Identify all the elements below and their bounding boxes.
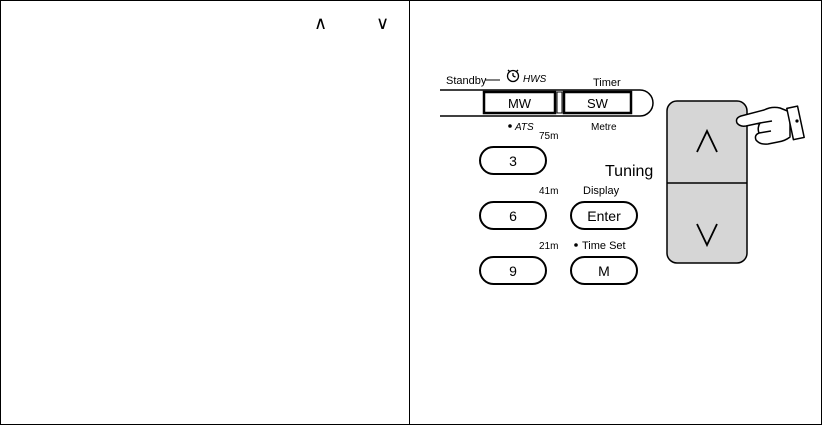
m-button[interactable] — [571, 257, 637, 284]
standby-label: Standby — [446, 75, 487, 87]
time-set-label: Time Set — [582, 240, 626, 252]
m-label: M — [598, 263, 610, 279]
sw-label: SW — [587, 96, 608, 111]
key-6-button[interactable] — [480, 202, 546, 229]
sw-button[interactable] — [564, 92, 631, 113]
alarm-clock-icon — [508, 70, 519, 82]
label-21m: 21m — [539, 241, 559, 252]
key-9-button[interactable] — [480, 257, 546, 284]
key-3-button[interactable] — [480, 147, 546, 174]
display-label: Display — [583, 185, 620, 197]
label-75m: 75m — [539, 131, 559, 142]
tuning-up-button[interactable] — [668, 102, 746, 182]
time-set-dot — [574, 243, 578, 247]
tuning-down-button[interactable] — [668, 184, 746, 262]
metre-label: Metre — [591, 122, 617, 133]
ats-label: ATS — [515, 122, 534, 133]
key-3-label: 3 — [509, 153, 517, 169]
up-chevron-icon: ∧ — [314, 13, 328, 33]
down-chevron-icon: ∨ — [376, 13, 390, 33]
timer-label: Timer — [593, 77, 621, 89]
key-9-label: 9 — [509, 263, 517, 279]
mw-label: MW — [507, 96, 532, 111]
ats-dot — [508, 124, 512, 128]
tuning-label: Tuning — [605, 163, 654, 180]
hws-label: HWS — [523, 74, 547, 85]
label-41m: 41m — [539, 186, 559, 197]
enter-label: Enter — [587, 208, 621, 224]
enter-button[interactable] — [571, 202, 637, 229]
band-separator — [557, 92, 562, 113]
key-6-label: 6 — [509, 208, 517, 224]
mw-button[interactable] — [484, 92, 555, 113]
